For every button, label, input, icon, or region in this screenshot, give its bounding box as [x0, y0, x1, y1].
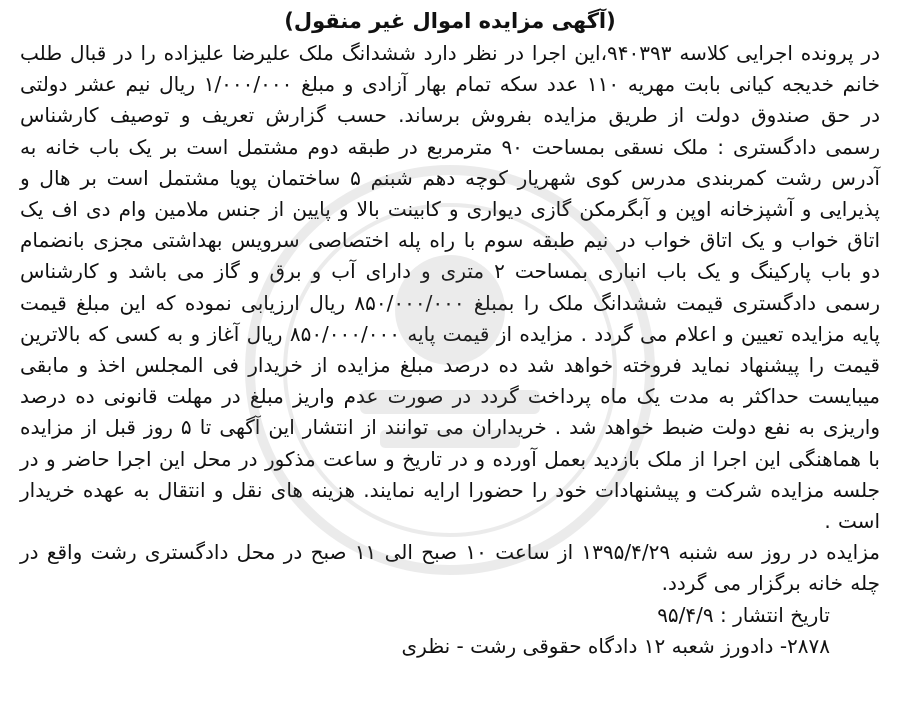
signature-line: ۲۸۷۸- دادورز شعبه ۱۲ دادگاه حقوقی رشت - نظری — [401, 633, 830, 658]
notice-paragraph-auction-time: مزایده در روز سه شنبه ۱۳۹۵/۴/۲۹ از ساعت ۱۰ صبح الی ۱۱ صبح در محل دادگستری رشت واقع در چله خانه برگزار می گردد. — [20, 540, 880, 596]
publish-date: تاریخ انتشار : ۹۵/۴/۹ — [657, 602, 830, 627]
notice-title: (آگهی مزایده اموال غیر منقول) — [284, 9, 616, 33]
notice-paragraph-main: در پرونده اجرایی کلاسه ۹۴۰۳۹۳،این اجرا در نظر دارد ششدانگ ملک علیرضا علیزاده را در قبال طلب خانم خدیجه کیانی بابت مهریه ۱۱۰ عدد سکه تمام بهار آزادی و مبلغ ۱/۰۰۰/۰۰۰ ریال نیم عشر دولتی در حق صندوق دولت از طریق مزایده بفروش برساند. حسب گزارش تعریف و توصیف کارشناس رسمی دادگستری : ملک نسقی بمساحت ۹۰ مترمربع در طبقه دوم مشتمل است بر یک باب خانه به آدرس رشت کمربندی مدرس کوی شهریار کوچه دهم شبنم ۵ ساختمان پویا مشتمل است بر هال و پذیرایی و آشپزخانه اوپن و آبگرمکن گازی دیواری و کابینت بالا و پایین از جنس ملامین وام دی اف یک اتاق خواب و یک اتاق خواب در نیم طبقه سوم با راه پله اختصاصی سرویس بهداشتی مجزی بانضمام دو باب پارکینگ و یک باب انباری بمساحت ۲ متری و دارای آب و برق و گاز می باشد و کارشناس رسمی دادگستری قیمت ششدانگ ملک را بمبلغ ۸۵۰/۰۰۰/۰۰۰ ریال ارزیابی نموده که این مبلغ قیمت پایه مزایده تعیین و اعلام می گردد . مزایده از قیمت پایه ۸۵۰/۰۰۰/۰۰۰ ریال آغاز و به کسی که بالاترین قیمت را پیشنهاد نماید فروخته خواهد شد ده درصد مبلغ مزایده از خریدار فی المجلس اخذ و مابقی میبایست حداکثر به مدت یک ماه پرداخت گردد در صورت عدم واریز مبلغ در مهلت قانونی ده درصد واریزی به نفع دولت ضبط خواهد شد . خریداران می توانند از انتشار این آگهی تا ۵ روز قبل از مزایده با هماهنگی این اجرا از ملک بازدید بعمل آورده و در تاریخ و ساعت مذکور در محل این اجرا حاضر و در جلسه مزایده شرکت و پیشنهادات خود را حضورا ارایه نمایند. هزینه های نقل و انتقال به عهده خریدار است . — [20, 41, 881, 534]
notice-body — [20, 38, 880, 600]
